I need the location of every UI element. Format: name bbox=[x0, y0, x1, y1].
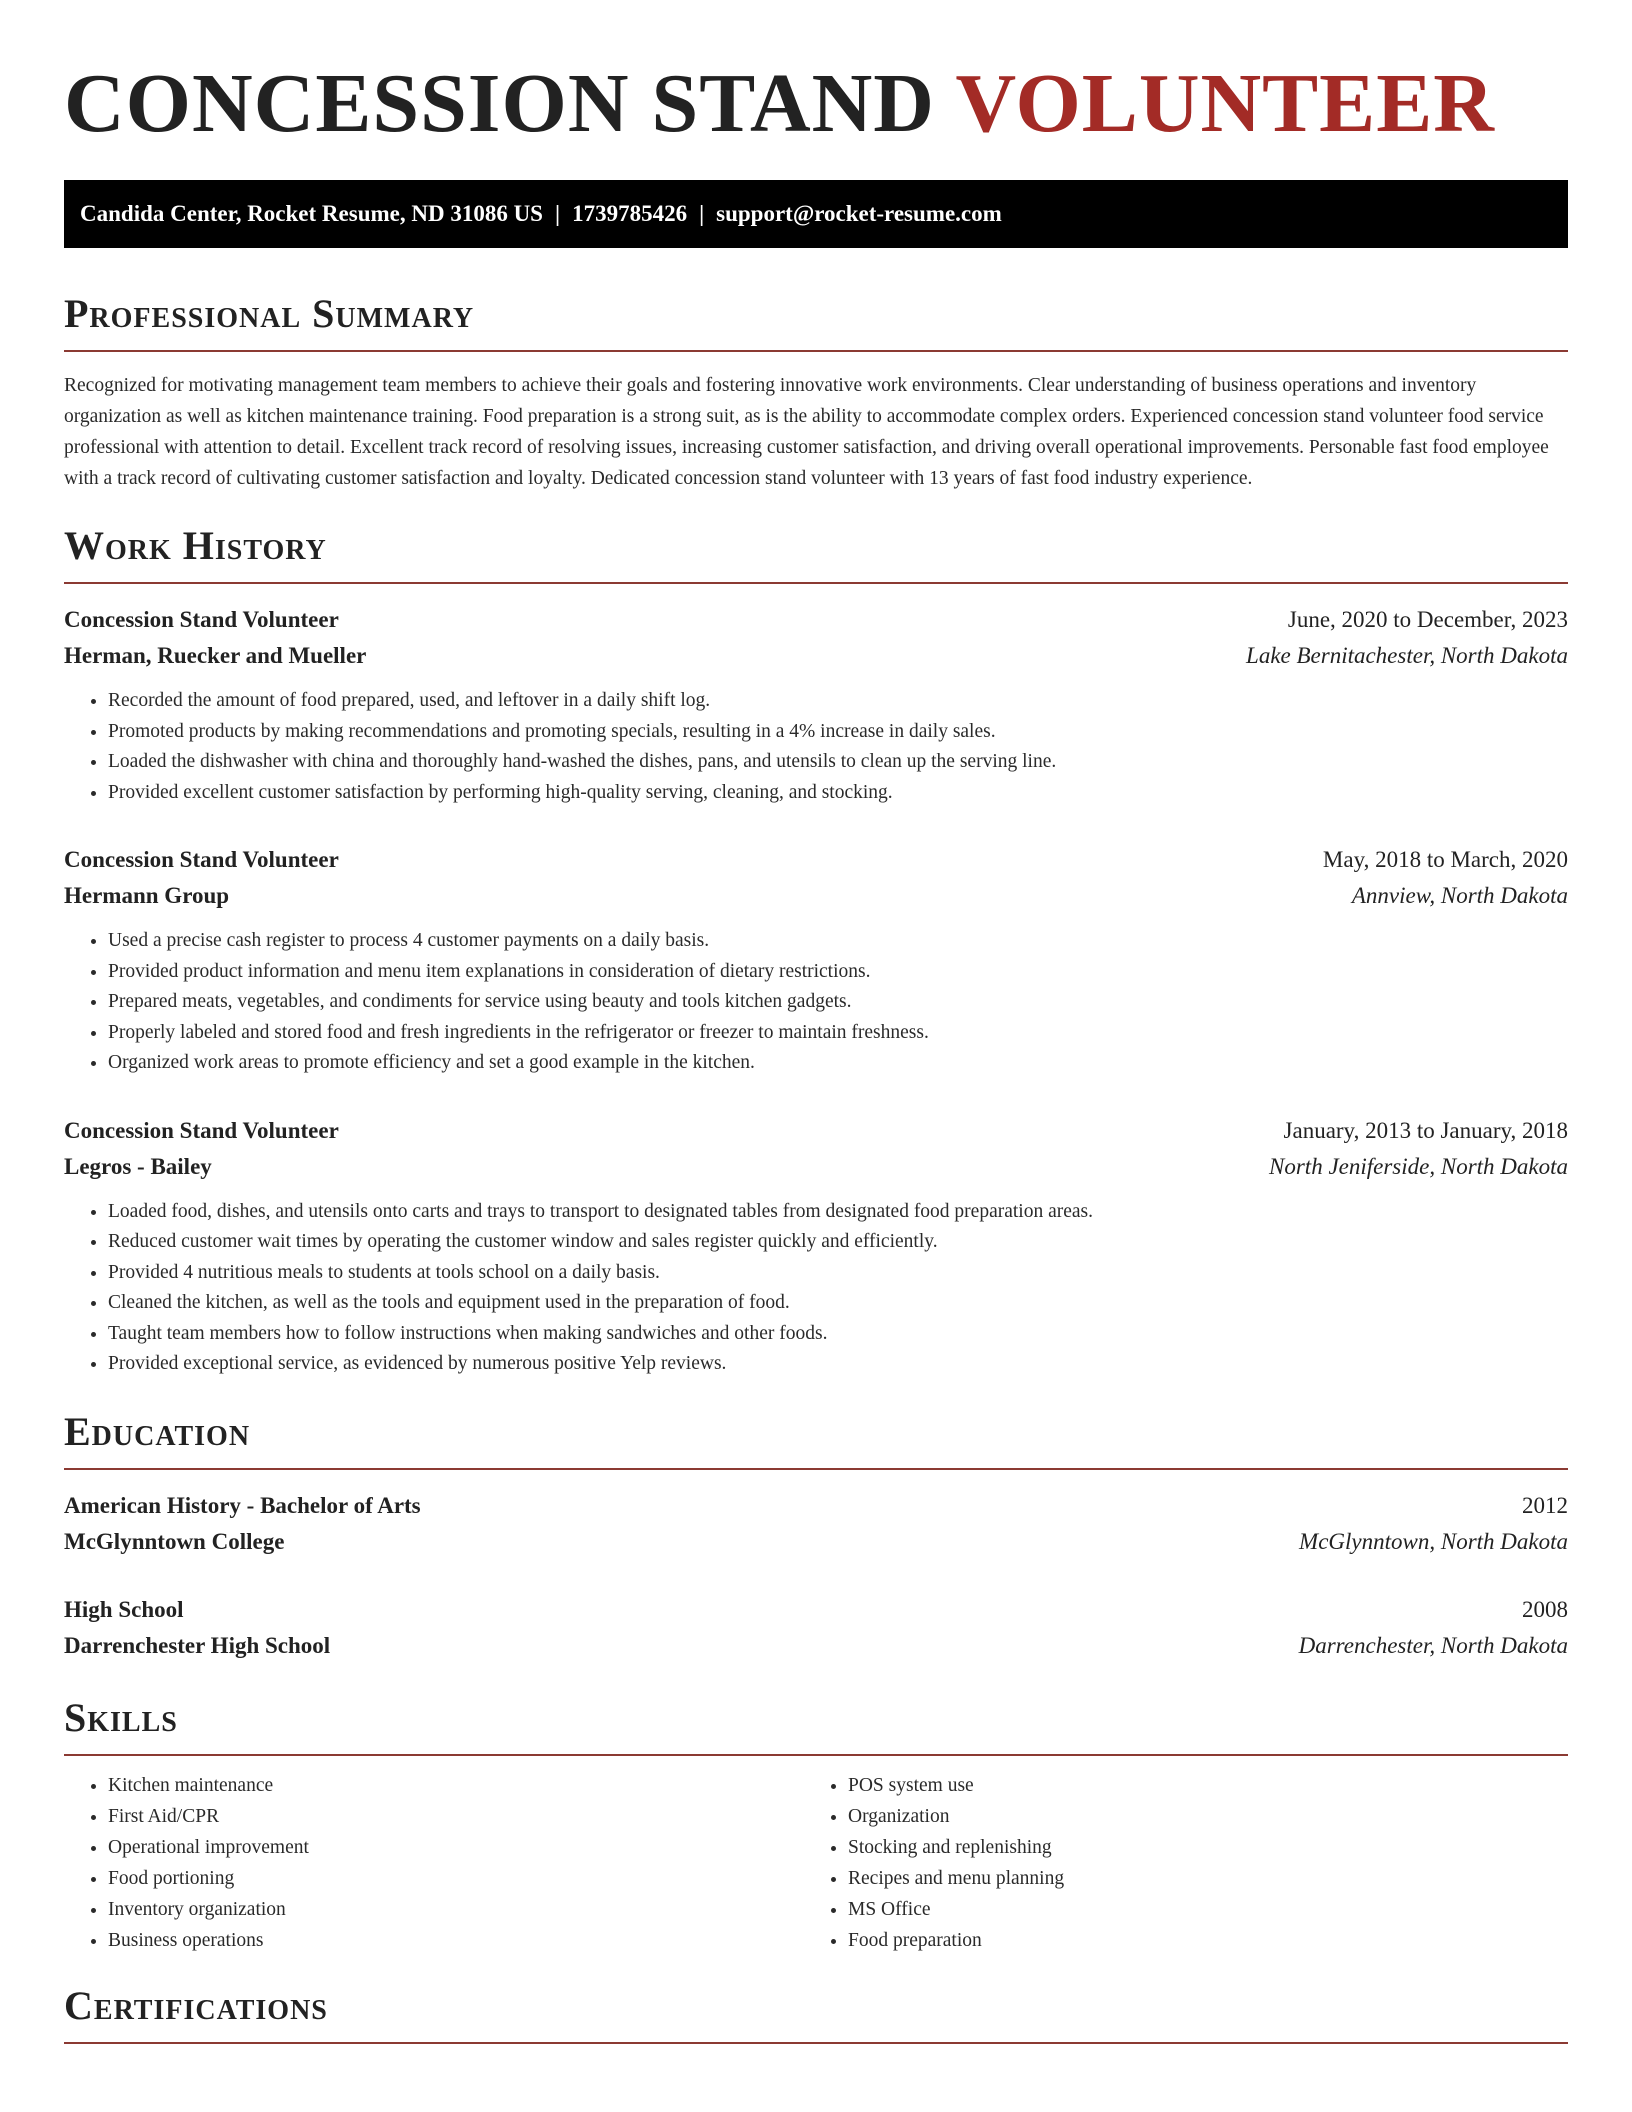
work-history-heading: Work History bbox=[64, 522, 1568, 584]
resume-page bbox=[64, 0, 1568, 2044]
job-bullet: • Provided excellent customer satisfaction by performing high-quality serving, cleaning, and stocking. bbox=[108, 778, 1568, 809]
job-bullet: • Provided exceptional service, as evidenced by numerous positive Yelp reviews. bbox=[108, 1349, 1568, 1380]
job-bullet: • Used a precise cash register to process 4 customer payments on a daily basis. bbox=[108, 926, 1568, 957]
job-dates: May, 2018 to March, 2020 bbox=[1322, 847, 1568, 872]
skills-list-left bbox=[64, 1770, 804, 1956]
job-bullet: • Promoted products by making recommendations and promoting specials, resulting in a 4% increase in daily sales. bbox=[108, 717, 1568, 748]
skill-item: • Food portioning bbox=[108, 1863, 804, 1894]
job-bullet: • Cleaned the kitchen, as well as the tools and equipment used in the preparation of food. bbox=[108, 1288, 1568, 1319]
job-dates: January, 2013 to January, 2018 bbox=[1283, 1117, 1568, 1143]
job-location: Annview, North Dakota bbox=[1351, 883, 1568, 908]
skill-item: • Food preparation bbox=[848, 1925, 1544, 1956]
job-header-row bbox=[64, 842, 1568, 878]
education-degree: American History - Bachelor of Arts bbox=[64, 1492, 421, 1518]
education-school: McGlynntown College bbox=[64, 1528, 285, 1554]
job-bullet: • Properly labeled and stored food and fresh ingredients in the refrigerator or freezer to maintain freshness. bbox=[108, 1018, 1568, 1049]
skill-item: • Inventory organization bbox=[108, 1894, 804, 1925]
contact-phone[interactable]: 1739785426 bbox=[572, 201, 688, 226]
job-title: Concession Stand Volunteer bbox=[64, 847, 339, 872]
education-year: 2012 bbox=[1522, 1492, 1568, 1518]
education-year: 2008 bbox=[1522, 1596, 1568, 1622]
job-bullet: • Prepared meats, vegetables, and condiments for service using beauty and tools kitchen gadgets. bbox=[108, 987, 1568, 1018]
job-bullets bbox=[64, 1197, 1568, 1380]
job-company: Legros - Bailey bbox=[64, 1153, 212, 1179]
contact-separator: | bbox=[699, 201, 705, 226]
contact-separator: | bbox=[554, 201, 561, 226]
job-title: Concession Stand Volunteer bbox=[64, 1117, 339, 1143]
job-bullet: • Organized work areas to promote efficiency and set a good example in the kitchen. bbox=[108, 1048, 1568, 1079]
education-degree-row bbox=[64, 1488, 1568, 1524]
education-degree: High School bbox=[64, 1596, 184, 1622]
job-header-row bbox=[64, 1113, 1568, 1149]
education-school: Darrenchester High School bbox=[64, 1632, 331, 1658]
skill-item: • POS system use bbox=[848, 1770, 1544, 1801]
contact-bar bbox=[64, 180, 1568, 248]
job-location: North Jeniferside, North Dakota bbox=[1269, 1153, 1568, 1179]
job-bullet: • Loaded the dishwasher with china and thoroughly hand-washed the dishes, pans, and utensils to clean up the serving line. bbox=[108, 747, 1568, 778]
job-company-row bbox=[64, 1149, 1568, 1185]
job-entry bbox=[64, 602, 1568, 808]
job-location: Lake Bernitachester, North Dakota bbox=[1246, 643, 1568, 668]
job-bullet: • Loaded food, dishes, and utensils onto carts and trays to transport to designated tables from designated food preparation areas. bbox=[108, 1197, 1568, 1228]
job-header-row bbox=[64, 602, 1568, 638]
job-dates: June, 2020 to December, 2023 bbox=[1287, 607, 1568, 632]
skill-item: • Organization bbox=[848, 1801, 1544, 1832]
job-bullet: • Taught team members how to follow instructions when making sandwiches and other foods. bbox=[108, 1319, 1568, 1350]
title-accent: VOLUNTEER bbox=[955, 57, 1495, 150]
job-bullets bbox=[64, 686, 1568, 808]
job-entry bbox=[64, 1113, 1568, 1380]
skill-item: • Business operations bbox=[108, 1925, 804, 1956]
job-bullets bbox=[64, 926, 1568, 1079]
job-title: Concession Stand Volunteer bbox=[64, 607, 339, 632]
job-bullet: • Recorded the amount of food prepared, used, and leftover in a daily shift log. bbox=[108, 686, 1568, 717]
resume-title bbox=[64, 0, 1568, 152]
education-entry bbox=[64, 1488, 1568, 1560]
summary-heading: Professional Summary bbox=[64, 290, 1568, 352]
job-company: Herman, Ruecker and Mueller bbox=[64, 643, 367, 668]
job-company-row bbox=[64, 638, 1568, 674]
job-bullet: • Provided product information and menu item explanations in consideration of dietary restrictions. bbox=[108, 957, 1568, 988]
skill-item: • Recipes and menu planning bbox=[848, 1863, 1544, 1894]
education-school-row bbox=[64, 1524, 1568, 1560]
contact-email[interactable]: support@rocket-resume.com bbox=[716, 201, 1002, 226]
skill-item: • Stocking and replenishing bbox=[848, 1832, 1544, 1863]
skills-columns bbox=[64, 1770, 1568, 1956]
certifications-heading: Certifications bbox=[64, 1982, 1568, 2044]
skill-item: • First Aid/CPR bbox=[108, 1801, 804, 1832]
title-main: CONCESSION STAND bbox=[64, 57, 935, 150]
skill-item: • MS Office bbox=[848, 1894, 1544, 1925]
skill-item: • Operational improvement bbox=[108, 1832, 804, 1863]
job-company-row bbox=[64, 878, 1568, 914]
education-heading: Education bbox=[64, 1408, 1568, 1470]
job-entry bbox=[64, 842, 1568, 1079]
skill-item: • Kitchen maintenance bbox=[108, 1770, 804, 1801]
contact-address: Candida Center, Rocket Resume, ND 31086 US bbox=[80, 201, 543, 226]
job-bullet: • Reduced customer wait times by operating the customer window and sales register quickly and efficiently. bbox=[108, 1227, 1568, 1258]
education-location: Darrenchester, North Dakota bbox=[1298, 1632, 1568, 1658]
education-location: McGlynntown, North Dakota bbox=[1299, 1528, 1568, 1554]
job-company: Hermann Group bbox=[64, 883, 230, 908]
education-degree-row bbox=[64, 1592, 1568, 1628]
summary-text: Recognized for motivating management team members to achieve their goals and fostering innovative work environments. Clear understanding of business operations and inventory organization as well as kitchen maintenance training. Food preparation is a strong suit, as is the ability to accommodate complex orders. Experienced concession stand volunteer food service professional with attention to detail. Excellent track record of resolving issues, increasing customer satisfaction, and driving overall operational improvements. Personable fast food employee with a track record of cultivating customer satisfaction and loyalty. Dedicated concession stand volunteer with 13 years of fast food industry experience. bbox=[64, 375, 1549, 489]
education-entry bbox=[64, 1592, 1568, 1664]
skills-list-right bbox=[804, 1770, 1544, 1956]
education-school-row bbox=[64, 1628, 1568, 1664]
skills-heading: Skills bbox=[64, 1694, 1568, 1756]
job-bullet: • Provided 4 nutritious meals to students at tools school on a daily basis. bbox=[108, 1258, 1568, 1289]
